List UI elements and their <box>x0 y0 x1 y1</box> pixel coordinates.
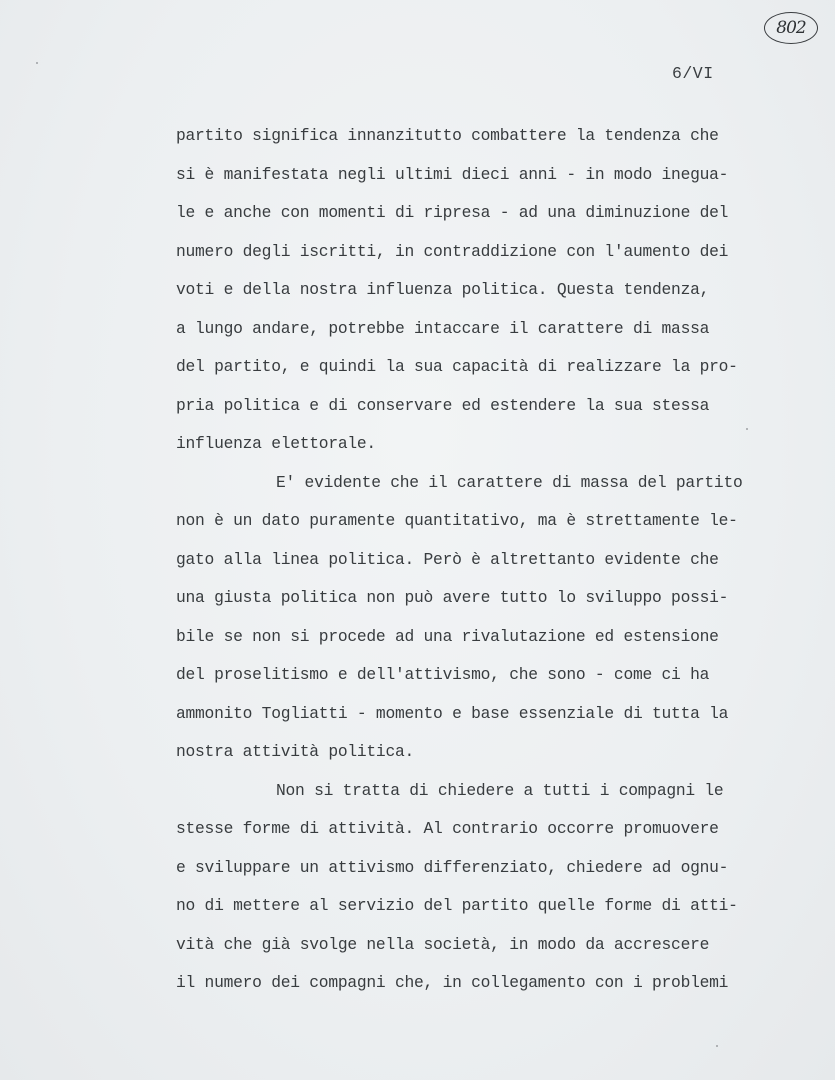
text-line: e sviluppare un attivismo differenziato, chiedere ad ognu- <box>176 857 729 877</box>
paragraph-start-line: E' evidente che il carattere di massa del partito <box>276 472 743 492</box>
text-line: a lungo andare, potrebbe intaccare il carattere di massa <box>176 318 710 338</box>
text-line: del partito, e quindi la sua capacità di realizzare la pro- <box>176 357 738 376</box>
archive-number-stamp: 802 <box>764 12 818 44</box>
body-text <box>176 124 796 1010</box>
paper-speck <box>36 62 38 64</box>
paper-speck <box>716 1045 718 1047</box>
text-line: influenza elettorale. <box>176 434 376 453</box>
text-line: del proselitismo e dell'attivismo, che sono - come ci ha <box>176 665 710 684</box>
text-line: si è manifestata negli ultimi dieci anni - in modo inegua- <box>176 164 729 184</box>
text-line: stesse forme di attività. Al contrario occorre promuovere <box>176 819 719 838</box>
text-line: voti e della nostra influenza politica. Questa tendenza, <box>176 280 710 299</box>
text-line: numero degli iscritti, in contraddizione con l'aumento dei <box>176 241 729 261</box>
text-line: gato alla linea politica. Però è altrettanto evidente che <box>176 549 719 569</box>
text-line: no di mettere al servizio del partito quelle forme di atti- <box>176 896 738 915</box>
paper-speck <box>746 428 748 430</box>
text-line: pria politica e di conservare ed estendere la sua stessa <box>176 395 710 415</box>
text-line: non è un dato puramente quantitativo, ma è strettamente le- <box>176 511 738 530</box>
paragraph-start-line: Non si tratta di chiedere a tutti i compagni le <box>276 780 724 800</box>
text-line: il numero dei compagni che, in collegamento con i problemi <box>176 973 729 992</box>
text-line: nostra attività politica. <box>176 742 415 761</box>
text-line: vità che già svolge nella società, in modo da accrescere <box>176 934 710 954</box>
text-line: una giusta politica non può avere tutto lo sviluppo possi- <box>176 588 729 607</box>
text-line: partito significa innanzitutto combattere la tendenza che <box>176 126 719 145</box>
text-line: ammonito Togliatti - momento e base essenziale di tutta la <box>176 703 729 723</box>
text-line: le e anche con momenti di ripresa - ad una diminuzione del <box>176 203 729 222</box>
text-line: bile se non si procede ad una rivalutazione ed estensione <box>176 626 719 646</box>
page-number: 6/VI <box>672 64 714 83</box>
